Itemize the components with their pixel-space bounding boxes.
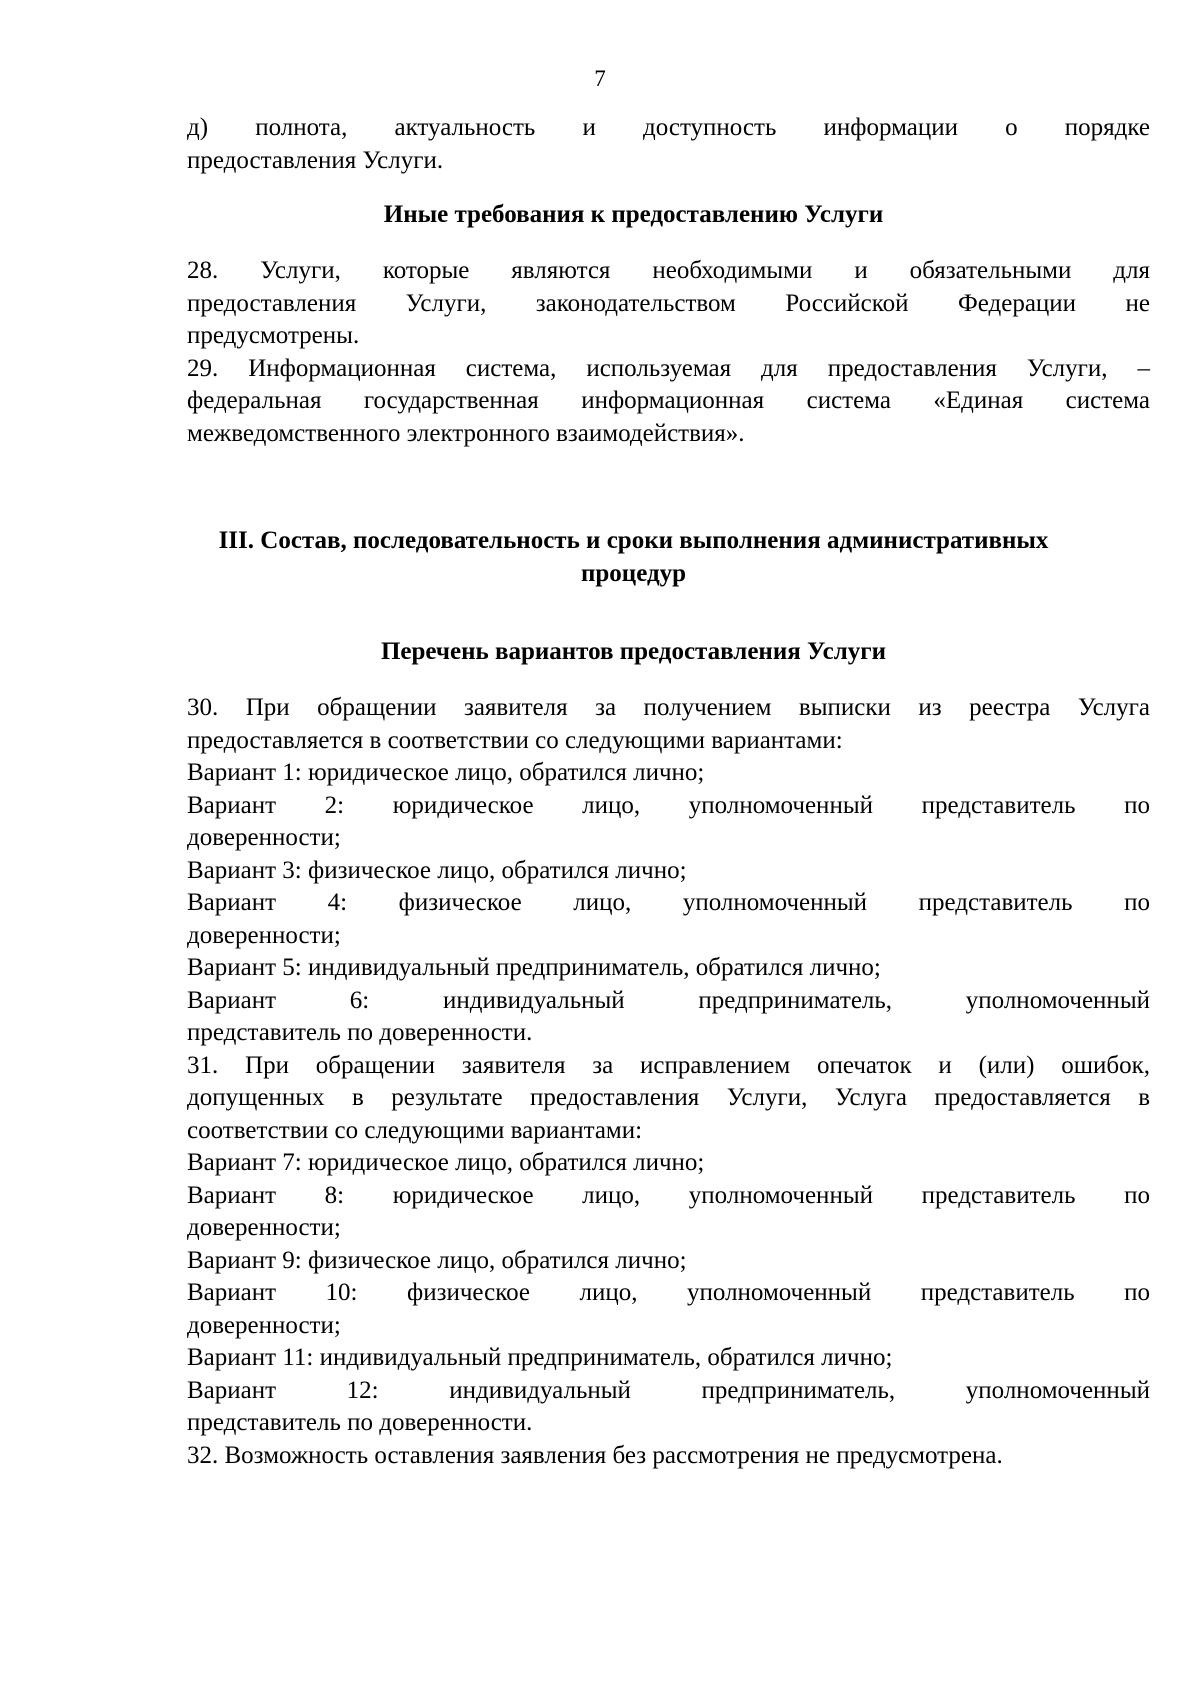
paragraph-29 bbox=[117, 353, 1150, 451]
p30-line-2: предоставляется в соответствии со следующими вариантами: bbox=[187, 726, 843, 754]
section-other-heading: Иные требования к предоставлению Услуги bbox=[383, 201, 884, 228]
variant-9: Вариант 9: физическое лицо, обратился лично; bbox=[187, 1246, 687, 1274]
paragraph-32: 32. Возможность оставления заявления без рассмотрения не предусмотрена. bbox=[187, 1441, 1003, 1469]
section-variants-heading: Перечень вариантов предоставления Услуги bbox=[380, 638, 887, 665]
variant-11: Вариант 11: индивидуальный предприниматель, обратился лично; bbox=[187, 1344, 893, 1371]
p29-line-3: межведомственного электронного взаимодействия». bbox=[187, 419, 745, 447]
intro-line-2: предоставления Услуги. bbox=[187, 146, 444, 174]
section-other-heading-block bbox=[117, 198, 1150, 231]
variant-12: Вариант 12: индивидуальный предприниматель, уполномоченный представитель по доверенности. bbox=[187, 1376, 1150, 1436]
section3-heading-block bbox=[117, 524, 1150, 590]
variant-1: Вариант 1: юридическое лицо, обратился лично; bbox=[187, 759, 705, 786]
p31-line-1: 31. При обращении заявителя за исправлением опечаток и (или) ошибок, bbox=[187, 1051, 1150, 1079]
p30-line-1: 30. При обращении заявителя за получением выписки из реестра Услуга bbox=[187, 694, 1150, 721]
p28-line-1: 28. Услуги, которые являются необходимыми и обязательными для bbox=[187, 257, 1150, 284]
variant-2: Вариант 2: юридическое лицо, уполномоченный представитель по доверенности; bbox=[187, 791, 1150, 851]
variant-5: Вариант 5: индивидуальный предприниматель, обратился лично; bbox=[187, 954, 881, 981]
variant-3: Вариант 3: физическое лицо, обратился лично; bbox=[187, 856, 687, 884]
p29-line-1: 29. Информационная система, используемая для предоставления Услуги, – bbox=[187, 354, 1150, 382]
variant-10: Вариант 10: физическое лицо, уполномоченный представитель по доверенности; bbox=[187, 1279, 1150, 1339]
section-variants-body bbox=[117, 692, 1150, 1472]
paragraph-30 bbox=[117, 692, 1150, 757]
p31-line-2: допущенных в результате предоставления Услуги, Услуга предоставляется в bbox=[187, 1084, 1150, 1111]
p29-line-2: федеральная государственная информационная система «Единая система bbox=[187, 387, 1150, 414]
section3-heading-line-2: процедур bbox=[580, 560, 687, 587]
p31-line-3: соответствии со следующими вариантами: bbox=[187, 1116, 643, 1144]
section-other-body bbox=[117, 255, 1150, 450]
variant-8: Вариант 8: юридическое лицо, уполномоченный представитель по доверенности; bbox=[187, 1181, 1150, 1241]
p28-line-3: предусмотрены. bbox=[187, 322, 360, 349]
paragraph-28 bbox=[117, 255, 1150, 353]
section-variants-heading-block bbox=[117, 635, 1150, 668]
page-number: 7 bbox=[594, 66, 606, 91]
variant-4: Вариант 4: физическое лицо, уполномоченный представитель по доверенности; bbox=[187, 889, 1150, 949]
section3-heading-line-1: III. Состав, последовательность и сроки выполнения административных bbox=[218, 527, 1049, 554]
section3-heading bbox=[117, 524, 1150, 590]
p28-line-2: предоставления Услуги, законодательством Российской Федерации не bbox=[187, 289, 1150, 317]
paragraph-31 bbox=[117, 1050, 1150, 1148]
variant-6: Вариант 6: индивидуальный предприниматель, уполномоченный представитель по доверенности. bbox=[187, 986, 1150, 1046]
intro-paragraph bbox=[117, 112, 1150, 177]
intro-line-1: д) полнота, актуальность и доступность информации о порядке bbox=[187, 114, 1150, 141]
variant-7: Вариант 7: юридическое лицо, обратился лично; bbox=[187, 1149, 705, 1176]
